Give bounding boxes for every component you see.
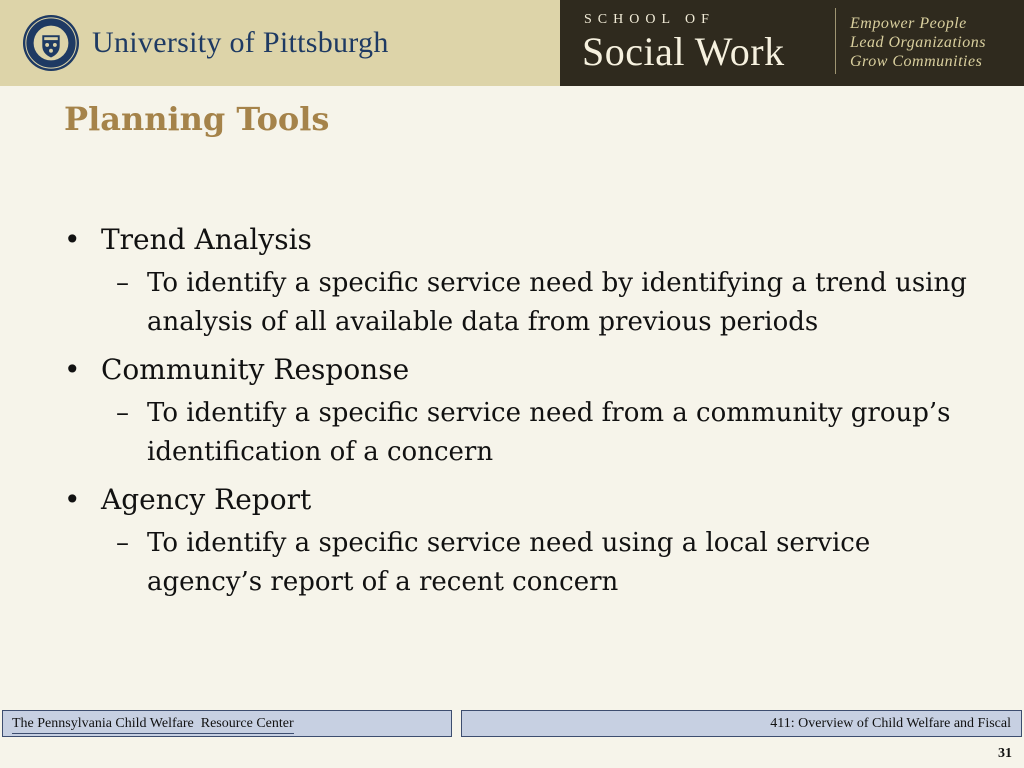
school-name: Social Work — [582, 29, 785, 74]
list-item — [64, 482, 984, 602]
list-item — [64, 222, 984, 342]
tagline-line: Empower People — [850, 15, 967, 32]
footer-left-box — [2, 710, 452, 737]
school-of-label: SCHOOL OF — [584, 12, 715, 27]
bullet-icon: • — [64, 483, 81, 516]
slide-number: 31 — [998, 746, 1012, 761]
sub-point-text: To identify a specific service need by identifying a trend using analysis of all available data from previous periods — [147, 268, 967, 337]
slide-header — [0, 0, 1024, 86]
sub-point-text: To identify a specific service need using a local service agency’s report of a recent concern — [147, 528, 871, 597]
header-divider — [835, 8, 836, 74]
list-item — [64, 352, 984, 472]
slide-body — [64, 222, 984, 612]
footer-course-title: 411: Overview of Child Welfare and Fiscal — [770, 716, 1011, 731]
sub-point — [64, 264, 984, 342]
dash-icon: – — [116, 268, 129, 298]
sub-point — [64, 524, 984, 602]
bullet-icon: • — [64, 353, 81, 386]
bullet-point — [64, 482, 984, 518]
footer-right-box — [461, 710, 1022, 737]
bullet-point — [64, 352, 984, 388]
sub-point-text: To identify a specific service need from a community group’s identification of a concern — [147, 398, 951, 467]
university-name: University of Pittsburgh — [92, 26, 389, 59]
sub-point — [64, 394, 984, 472]
bullet-text: Trend Analysis — [101, 223, 312, 256]
bullet-text: Community Response — [101, 353, 410, 386]
bullet-point — [64, 222, 984, 258]
university-seal-icon — [22, 14, 80, 72]
footer-organization: The Pennsylvania Child Welfare Resource Center — [12, 716, 294, 734]
bullet-icon: • — [64, 223, 81, 256]
tagline-line: Lead Organizations — [850, 34, 986, 51]
slide-title: Planning Tools — [64, 100, 330, 138]
bullet-text: Agency Report — [101, 483, 312, 516]
dash-icon: – — [116, 398, 129, 428]
dash-icon: – — [116, 528, 129, 558]
university-banner — [0, 0, 560, 86]
tagline — [850, 14, 986, 71]
tagline-line: Grow Communities — [850, 53, 983, 70]
